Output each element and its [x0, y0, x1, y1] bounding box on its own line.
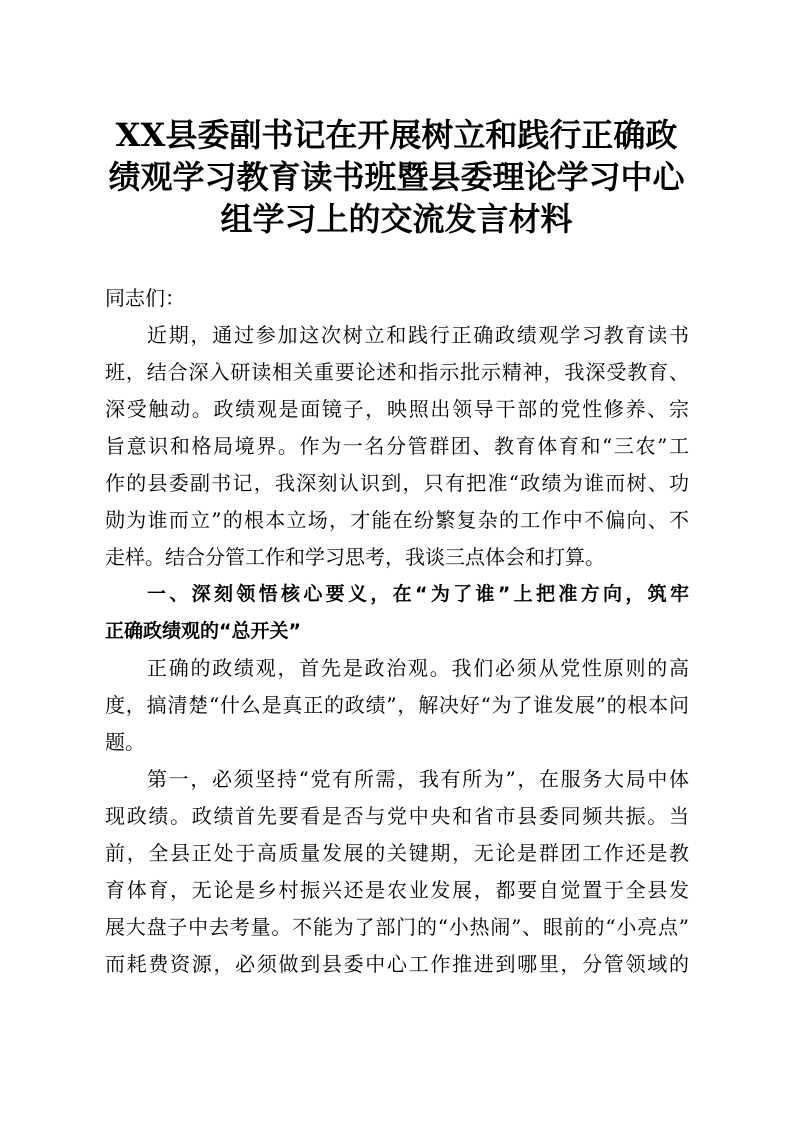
document-title [100, 114, 693, 240]
paragraph-1-line-4: 旨意识和格局境界。作为一名分管群团、教育体育和“三农”工 [105, 434, 689, 458]
paragraph-1-line-2: 班，结合深入研读相关重要论述和指示批示精神，我深受教育、 [105, 360, 689, 384]
paragraph-1-line-6: 勋为谁而立”的根本立场，才能在纷繁复杂的工作中不偏向、不 [105, 508, 689, 532]
document-body [105, 280, 689, 983]
paragraph-2-line-1: 正确的政绩观，首先是政治观。我们必须从党性原则的高 [147, 656, 689, 680]
title-line-2: 绩观学习教育读书班暨县委理论学习中心 [108, 158, 685, 196]
title-line-3: 组学习上的交流发言材料 [220, 200, 573, 238]
paragraph-3-line-3: 前，全县正处于高质量发展的关键期，无论是群团工作还是教 [105, 841, 689, 865]
paragraph-1-line-7: 走样。结合分管工作和学习思考，我谈三点体会和打算。 [105, 545, 605, 569]
paragraph-3-line-2: 现政绩。政绩首先要看是否与党中央和省市县委同频共振。当 [105, 804, 689, 828]
paragraph-2-line-2: 度，搞清楚“什么是真正的政绩”，解决好“为了谁发展”的根本问 [105, 693, 689, 717]
paragraph-3-line-5: 展大盘子中去考量。不能为了部门的“小热闹”、眼前的“小亮点” [105, 915, 689, 939]
salutation: 同志们： [105, 286, 185, 310]
paragraph-3-line-1: 第一，必须坚持“党有所需，我有所为”，在服务大局中体 [147, 767, 689, 791]
paragraph-3-line-4: 育体育，无论是乡村振兴还是农业发展，都要自觉置于全县发 [105, 878, 689, 902]
section-heading-line-2: 正确政绩观的“总开关” [105, 620, 301, 642]
title-line-1: XX县委副书记在开展树立和践行正确政 [115, 116, 678, 154]
paragraph-2-line-3: 题。 [105, 730, 145, 754]
section-heading-line-1: 一、深刻领悟核心要义，在“为了谁”上把准方向，筑牢 [147, 583, 689, 605]
paragraph-3-line-6: 而耗费资源，必须做到县委中心工作推进到哪里，分管领域的 [105, 952, 689, 976]
paragraph-1-line-3: 深受触动。政绩观是面镜子，映照出领导干部的党性修养、宗 [105, 397, 689, 421]
paragraph-1-line-5: 作的县委副书记，我深刻认识到，只有把准“政绩为谁而树、功 [105, 471, 689, 495]
paragraph-1-line-1: 近期，通过参加这次树立和践行正确政绩观学习教育读书 [147, 323, 689, 347]
